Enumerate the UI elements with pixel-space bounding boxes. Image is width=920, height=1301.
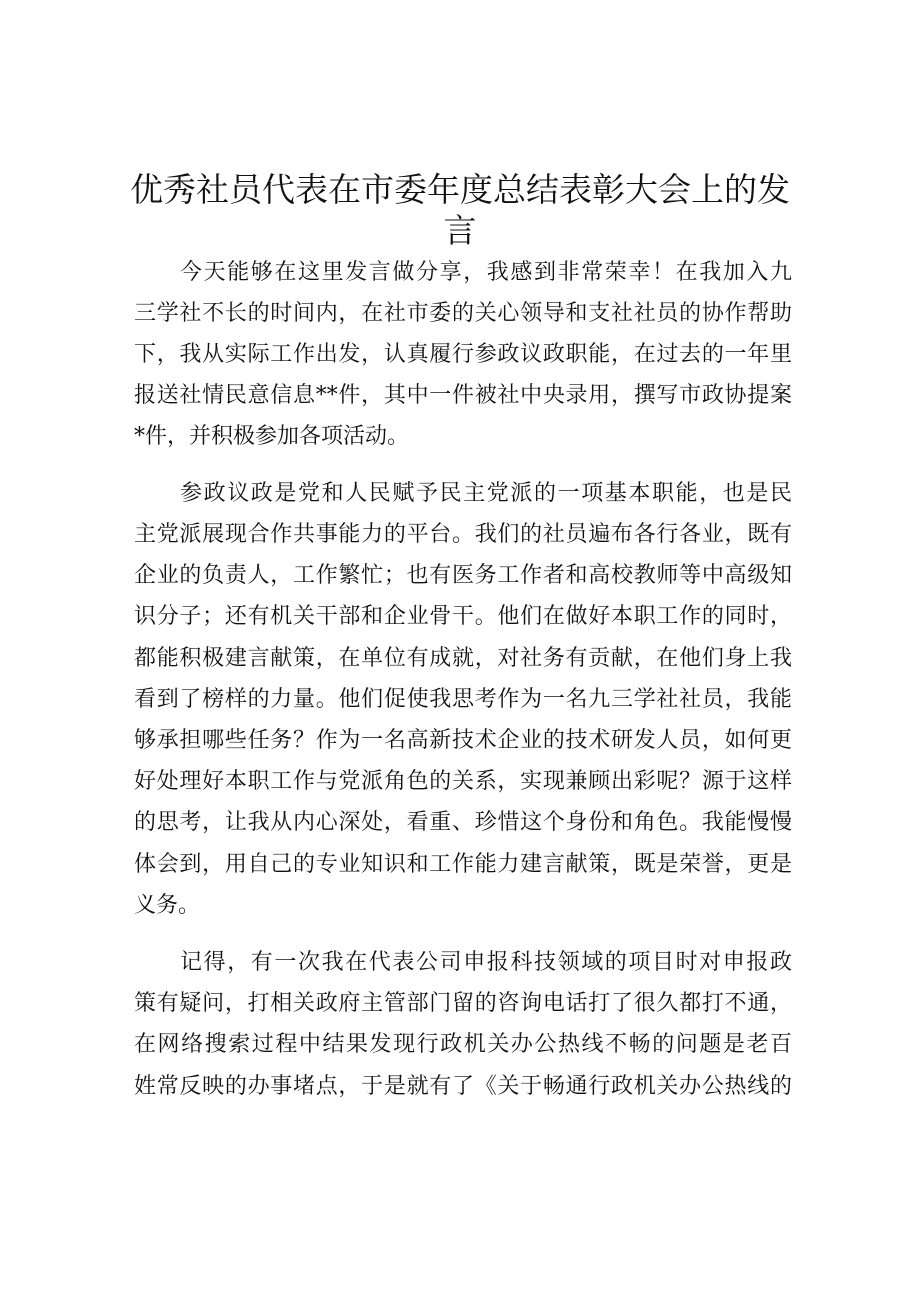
- paragraph-2-line-5: 都能积极建言献策，在单位有成就，对社务有贡献，在他们身上我: [134, 646, 792, 671]
- paragraph-1-line-2: 三学社不长的时间内，在社市委的关心领导和支社社员的协作帮助: [134, 301, 792, 326]
- paragraph-2-line-9: 的思考，让我从内心深处，看重、珍惜这个身份和角色。我能慢慢: [134, 810, 792, 835]
- paragraph-3-line-3: 在网络搜索过程中结果发现行政机关办公热线不畅的问题是老百: [134, 1032, 792, 1057]
- document-title-line-2: 言: [443, 211, 477, 250]
- paragraph-2-line-10: 体会到，用自己的专业知识和工作能力建言献策，既是荣誉，更是: [134, 852, 792, 877]
- paragraph-2-line-4: 识分子；还有机关干部和企业骨干。他们在做好本职工作的同时，: [134, 604, 792, 629]
- paragraph-1-line-3: 下，我从实际工作出发，认真履行参政议政职能，在过去的一年里: [134, 342, 792, 367]
- paragraph-2-line-3: 企业的负责人，工作繁忙；也有医务工作者和高校教师等中高级知: [134, 563, 792, 588]
- paragraph-2-line-2: 主党派展现合作共事能力的平台。我们的社员遍布各行各业，既有: [134, 522, 792, 547]
- paragraph-2-line-6: 看到了榜样的力量。他们促使我思考作为一名九三学社社员，我能: [134, 687, 792, 712]
- paragraph-2-line-7: 够承担哪些任务？作为一名高新技术企业的技术研发人员，如何更: [134, 728, 792, 753]
- paragraph-1-line-5: *件，并积极参加各项活动。: [134, 424, 410, 449]
- paragraph-2-line-1: 参政议政是党和人民赋予民主党派的一项基本职能，也是民: [180, 481, 792, 506]
- paragraph-1-line-4: 报送社情民意信息**件，其中一件被社中央录用，撰写市政协提案: [134, 383, 792, 408]
- document-title-line-1: 优秀社员代表在市委年度总结表彰大会上的发: [130, 170, 790, 209]
- paragraph-2-line-8: 好处理好本职工作与党派角色的关系，实现兼顾出彩呢？源于这样: [134, 769, 792, 794]
- paragraph-1-line-1: 今天能够在这里发言做分享，我感到非常荣幸！在我加入九: [180, 260, 792, 285]
- paragraph-3-line-4: 姓常反映的办事堵点，于是就有了《关于畅通行政机关办公热线的: [134, 1074, 792, 1099]
- paragraph-3-line-2: 策有疑问，打相关政府主管部门留的咨询电话打了很久都打不通，: [134, 991, 792, 1016]
- paragraph-3-line-1: 记得，有一次我在代表公司申报科技领域的项目时对申报政: [180, 950, 792, 975]
- paragraph-2-line-11: 义务。: [134, 893, 201, 918]
